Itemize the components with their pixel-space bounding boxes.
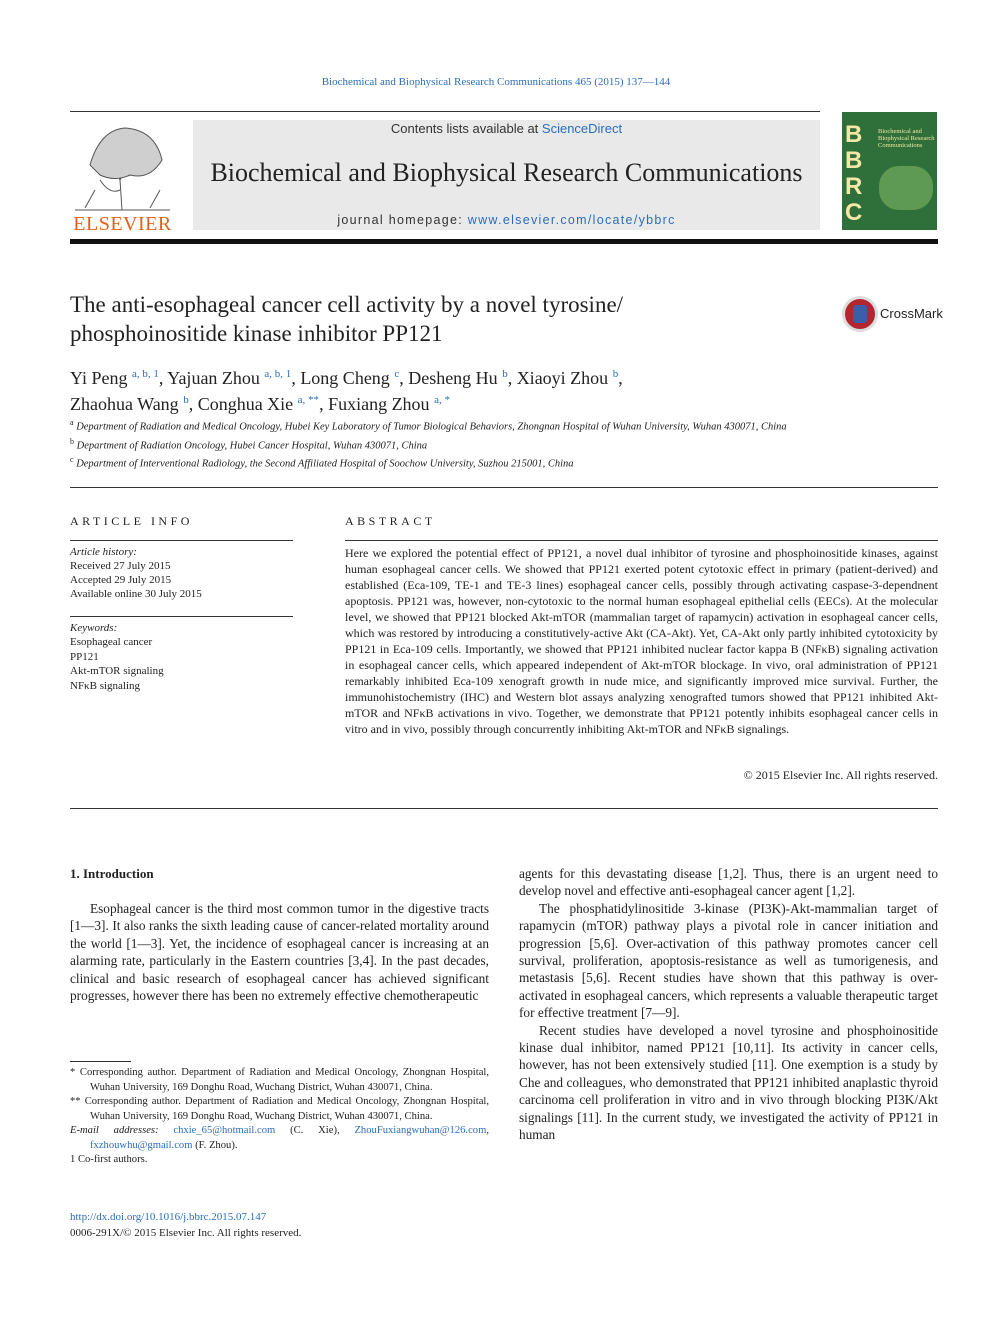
abstract-rule (345, 540, 938, 541)
author-name[interactable]: Yi Peng (70, 368, 128, 388)
email-link[interactable]: ZhouFuxiangwuhan@126.com (354, 1125, 487, 1136)
keyword-item: PP121 (70, 650, 99, 663)
body-paragraph: agents for this devastating disease [1,2]. Thus, there is an urgent need to develop novel and effective anti-esophageal cancer agent [1,2]. (519, 866, 938, 899)
body-paragraph: Recent studies have developed a novel tyrosine and phosphoinositide kinase dual inhibitor, named PP121 [10,11]. Its activity in cancer cells, however, has not been extensively studied [11]. One exemption is a study by Che and colleagues, who demonstrated that PP121 inhibited anaplastic thyroid carcinoma cell proliferation in vitro and in vivo through blocking PI3K/Akt signalings [11]. In the current study, we investigated the activity of PP121 in human (519, 1022, 938, 1143)
keywords-rule (70, 616, 293, 617)
crossmark-label: CrossMark (880, 306, 943, 321)
received-date: Received 27 July 2015 (70, 560, 171, 572)
body-paragraph: The phosphatidylinositide 3-kinase (PI3K)-Akt-mammalian target of rapamycin (mTOR) pathway plays a pivotal role in cancer initiation and progression [5,6]. Over-activation of this pathway promotes cancer cell survival, proliferation, apoptosis-resistance as well as tumorigenesis, and metastasis [5,6]. Recent studies have shown that this pathway is over-activated in esophageal cancers, which represents a valuable therapeutic target for effective treatment [7—9]. (519, 900, 938, 1021)
author-sep: , (507, 368, 517, 388)
keywords-label: Keywords: (70, 622, 118, 634)
author-name[interactable]: Conghua Xie (197, 394, 294, 414)
author-line-1 (70, 363, 938, 389)
history-label: Article history: (70, 546, 137, 558)
article-info-rule (70, 540, 293, 541)
keyword-item: Akt-mTOR signaling (70, 665, 164, 678)
footnote-rule (70, 1061, 131, 1062)
homepage-link[interactable]: www.elsevier.com/locate/ybbrc (467, 213, 676, 227)
author-sep: , (188, 394, 198, 414)
author-affil-sup[interactable]: a, ** (297, 394, 320, 406)
body-column-right (519, 865, 938, 1144)
intro-heading: 1. Introduction (70, 866, 154, 881)
author-name[interactable]: Xiaoyi Zhou (516, 368, 609, 388)
author-affil-sup[interactable]: b (612, 368, 619, 380)
article-info-heading: ARTICLE INFO (70, 514, 193, 528)
author-sep: , (158, 368, 168, 388)
author-affil-sup[interactable]: b (183, 394, 189, 406)
author-affil-sup[interactable]: c (394, 368, 400, 380)
affiliation-label: a (70, 418, 74, 427)
author-sep: , (399, 368, 409, 388)
affiliations (70, 416, 830, 472)
cover-bbrc-letters: B B R C (845, 121, 863, 226)
author-affil-sup[interactable]: a, * (434, 394, 450, 406)
keywords (70, 621, 293, 693)
footnote-corresponding-2: ** Corresponding author. Department of Radiation and Medical Oncology, Zhongnan Hospital, Wuhan University, 169 Donghu Road, Wuchang District, Wuhan 430071, China. (70, 1096, 489, 1122)
affiliation-text: Department of Radiation Oncology, Hubei Cancer Hospital, Wuhan 430071, China (76, 440, 428, 452)
author-name[interactable]: Yajuan Zhou (167, 368, 260, 388)
issn-line: 0006-291X/© 2015 Elsevier Inc. All rights reserved. (70, 1227, 302, 1239)
affiliation-text: Department of Interventional Radiology, the Second Affiliated Hospital of Soochow University, Suzhou 215001, China (76, 458, 574, 470)
footnote-corresponding-1: * Corresponding author. Department of Radiation and Medical Oncology, Zhongnan Hospital, Wuhan University, 169 Donghu Road, Wuchang District, Wuhan 430071, China. (70, 1067, 489, 1093)
affiliation-item (70, 416, 830, 435)
affiliation-label: b (70, 436, 74, 446)
author-name[interactable]: Fuxiang Zhou (328, 394, 430, 414)
author-affil-sup[interactable]: b (502, 368, 508, 380)
email-suffix: (F. Zhou). (192, 1139, 238, 1151)
abstract-heading: ABSTRACT (345, 514, 436, 528)
cover-title: Biochemical and Biophysical Research Communications (878, 128, 935, 149)
email-sep: , (486, 1125, 489, 1136)
author-name[interactable]: Long Cheng (300, 368, 390, 388)
tree-icon (70, 120, 175, 214)
journal-cover[interactable] (842, 112, 937, 230)
homepage-prefix: journal homepage: (337, 213, 468, 227)
email-suffix: (C. Xie), (275, 1125, 355, 1136)
author-sep: , (319, 394, 329, 414)
author-name[interactable]: Zhaohua Wang (70, 394, 179, 414)
header-rule-bottom (70, 239, 938, 244)
header-rule-top (70, 111, 820, 112)
contents-line (193, 121, 820, 136)
email-link[interactable]: chxie_65@hotmail.com (173, 1125, 276, 1136)
body-paragraph: Esophageal cancer is the third most common tumor in the digestive tracts [1—3]. It also ranks the sixth leading cause of cancer-related mortality around the world [1—3]. Yet, the incidence of esophageal cancer is increasing at an alarming rate, particularly in the Eastern countries [3,4]. In the past decades, clinical and basic research of esophageal cancer has achieved significant progresses, however there has been no extremely effective chemotherapeutic (70, 901, 489, 1004)
cover-illustration (879, 166, 933, 210)
sciencedirect-link[interactable]: ScienceDirect (541, 121, 623, 136)
journal-header-box (193, 120, 820, 230)
abstract-copyright: © 2015 Elsevier Inc. All rights reserved. (743, 768, 938, 782)
affiliation-item (70, 435, 830, 454)
abstract-text: Here we explored the potential effect of PP121, a novel dual inhibitor of tyrosine and phosphoinositide kinases, against human esophageal cancer cells. We showed that PP121 exerted potent cytotoxic effect in primary (patient-derived) and established (Eca-109, TE-1 and TE-3 lines) esophageal cancer cells, possibly through activating caspase-3-dependnent apoptosis. PP121 was, however, non-cytotoxic to the normal human esophageal epithelial cells (EECs). At the molecular level, we showed that PP121 blocked Akt-mTOR (mammalian target of rapamycin) activation in esophageal cancer cells, which was restored by introducing a constitutively-active Akt (CA-Akt). Yet, CA-Akt only partly inhibited cytotoxicity by PP121 in Eca-109 cells. Importantly, we showed that PP121 inhibited nuclear factor kappa B (NFκB) signaling activation in esophageal cancer cells, which appeared independent of Akt-mTOR blockage. In vivo, oral administration of PP121 remarkably inhibited Eca-109 xenograft growth in nude mice, and significantly improved mice survival. Further, the immunohistochemistry (IHC) and Western blot assays analyzing xenografted tumors showed that PP121 inhibited Akt-mTOR and NFκB activations in vivo. Together, we demonstrate that PP121 potently inhibits esophageal cancer cells in vitro and in vivo, possibly through concurrently inhibiting Akt-mTOR and NFκB signalings. (345, 546, 938, 736)
accepted-date: Accepted 29 July 2015 (70, 574, 172, 586)
article-history (70, 545, 293, 601)
email-link[interactable]: fxzhouwhu@gmail.com (90, 1139, 193, 1151)
author-line-2 (70, 389, 938, 415)
author-affil-sup[interactable]: a, b, 1 (132, 368, 159, 380)
affiliation-label: c (70, 455, 74, 465)
author-list (70, 363, 938, 415)
author-name[interactable]: Desheng Hu (408, 368, 498, 388)
section-rule (70, 487, 938, 488)
journal-name: Biochemical and Biophysical Research Communications (210, 158, 803, 187)
body-column-left (70, 900, 489, 1004)
footnotes (70, 1066, 489, 1168)
crossmark-icon (842, 296, 878, 332)
email-label: E-mail addresses: (70, 1125, 174, 1136)
footnote-emails (70, 1124, 489, 1153)
journal-citation[interactable]: Biochemical and Biophysical Research Communications 465 (2015) 137—144 (321, 76, 671, 88)
keyword-item: Esophageal cancer (70, 636, 153, 649)
author-sep: , (291, 368, 301, 388)
homepage-line (193, 213, 820, 227)
doi-link[interactable]: http://dx.doi.org/10.1016/j.bbrc.2015.07.147 (70, 1211, 267, 1223)
contents-prefix: Contents lists available at (390, 121, 542, 136)
affiliation-item (70, 453, 830, 472)
online-date: Available online 30 July 2015 (70, 588, 202, 600)
keyword-item: NFκB signaling (70, 679, 141, 692)
affiliation-text: Department of Radiation and Medical Oncology, Hubei Key Laboratory of Tumor Biological Behaviors, Zhongnan Hospital of Wuhan University, Wuhan 430071, China (76, 421, 787, 433)
section-rule (70, 808, 938, 809)
elsevier-publisher-wordmark: ELSEVIER (73, 213, 172, 235)
author-affil-sup[interactable]: a, b, 1 (264, 368, 292, 380)
author-sep: , (618, 368, 623, 388)
crossmark-button[interactable] (842, 296, 952, 336)
article-title: The anti-esophageal cancer cell activity by a novel tyrosine/ phosphoinositide kinase inhibitor PP121 (70, 292, 624, 346)
footnote-cofirst: 1 Co-first authors. (70, 1154, 148, 1165)
